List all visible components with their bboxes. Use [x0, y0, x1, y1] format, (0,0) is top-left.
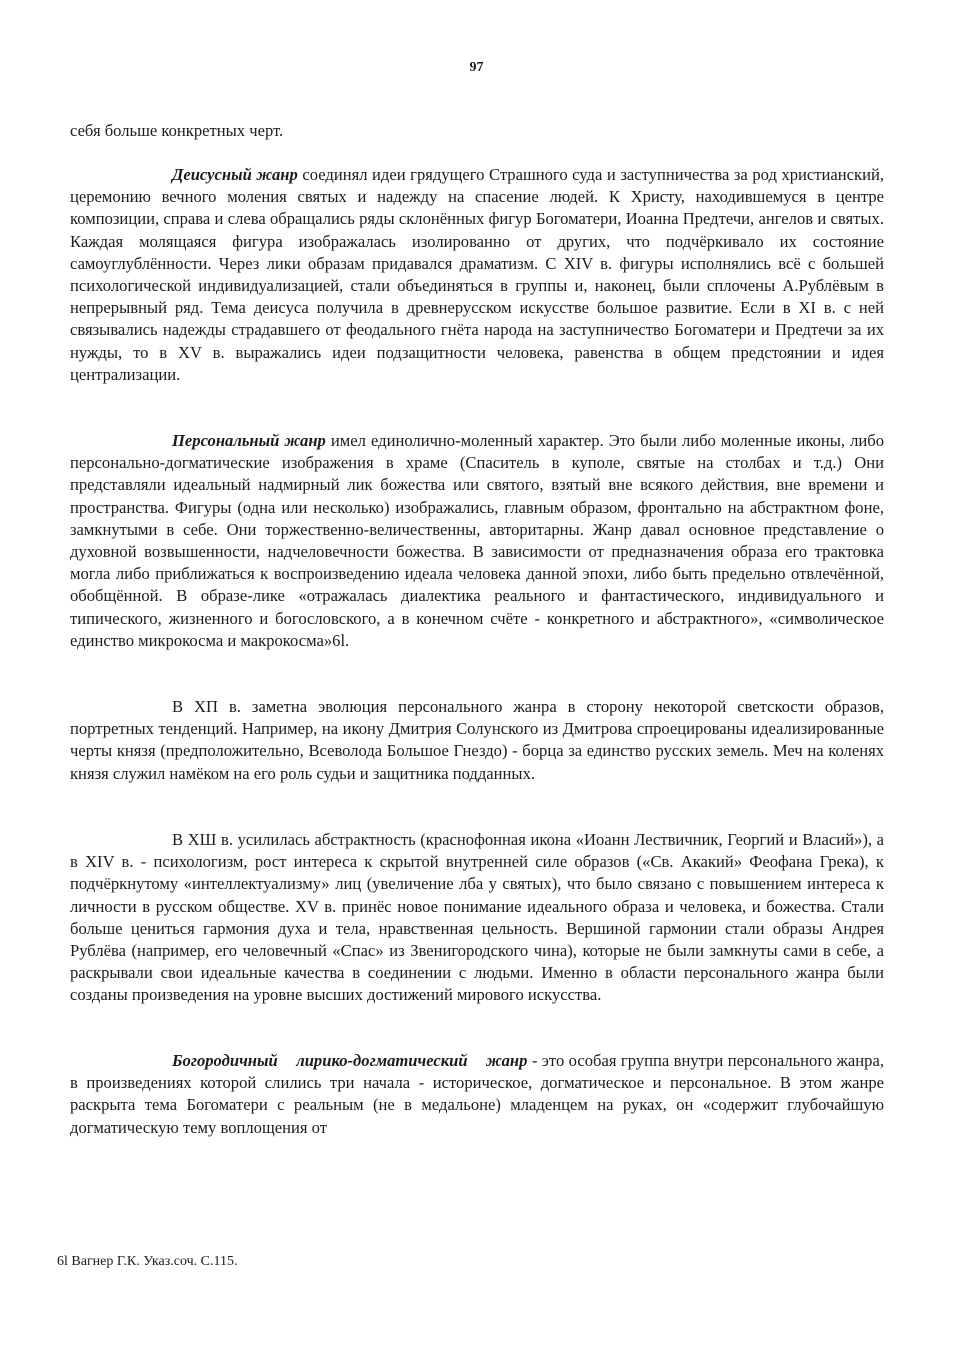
paragraph-text: соединял идеи грядущего Страшного суда и заступничества за род христианский, церемонию вечного моления святых и надежду на спасение людей. К Христу, находившемуся в центре композиции, справа и слева обращались ряды склонённых фигур Богоматери, Иоанна Предтечи, ангелов и святых. Каждая молящаяся фигура изображалась изолированно от других, что подчёркивало их состояние самоуглублённости. Через лики образам придавался драматизм. С XIV в. фигуры исполнялись всё с большей психологической индивидуализацией, стали объединяться в группы и, наконец, были сплочены А.Рублёвым в непрерывный ряд. Тема деисуса получила в древнерусском искусстве большое развитие. Если в XI в. с ней связывались надежды страдавшего от феодального гнёта народа на заступничество Богоматери и Предтечи за их нужды, то в XV в. выражались идеи подзащитности человека, равенства в общем предстоянии и идея централизации. [70, 165, 884, 384]
page-number: 97 [469, 60, 484, 75]
paragraph-text: В ХП в. заметна эволюция персонального жанра в сторону некоторой светскости образов, портретных тенденций. Например, на икону Дмитрия Солунского из Дмитрова спроецированы идеализированные черты князя (предположительно, Всеволода Большое Гнездо) - борца за единство русских земель. Меч на коленях князя служил намёком на его роль судьи и защитника подданных. [70, 697, 884, 783]
paragraph-deisis-genre [70, 164, 884, 386]
genre-term: Деисусный жанр [172, 165, 298, 184]
paragraph-mother-of-god-genre [70, 1050, 884, 1139]
paragraph-personal-genre [70, 430, 884, 652]
paragraph-13th-century [70, 829, 884, 1007]
paragraph-continuation [70, 120, 884, 142]
genre-term: Персональный жанр [172, 431, 326, 450]
footnote: 6l Вагнер Г.К. Указ.соч. С.115. [57, 1254, 238, 1269]
paragraph-text: В ХШ в. усилилась абстрактность (краснофонная икона «Иоанн Лествичник, Георгий и Власий»), а в XIV в. - психологизм, рост интереса к скрытой внутренней силе образов («Св. Акакий» Феофана Грека), к подчёркнутому «интеллектуализму» лиц (увеличение лба у святых), что было связано с повышением интереса к личности в русском обществе. XV в. принёс новое понимание идеального образа и человека, и божества. Стали больше цениться гармония духа и тела, нравственная цельность. Вершиной гармонии стали образы Андрея Рублёва (например, его человечный «Спас» из Звенигородского чина), которые не были замкнуты сами в себе, а раскрывали свои идеальные качества в соединении с людьми. Именно в области персонального жанра были созданы произведения на уровне высших достижений мирового искусства. [70, 830, 884, 1005]
paragraph-text: имел единолично-моленный характер. Это были либо моленные иконы, либо персонально-догматические изображения в храме (Спаситель в куполе, святые на столбах и т.д.) Они представляли идеальный надмирный лик божества или святого, взятый вне всякого действия, вне времени и пространства. Фигуры (одна или несколько) изображались, главным образом, фронтально на абстрактном фоне, замкнутыми в себе. Они торжественно-величественны, авторитарны. Жанр давал основное представление о духовной возвышенности, надчеловечности божества. В зависимости от предназначения образа его трактовка могла либо приближаться к воспроизведению идеала человека данной эпохи, либо быть предельно отвлечённой, обобщённой. В образе-лике «отражалась диалектика реального и фантастического, индивидуального и типического, жизненного и богословского, а в конечном счёте - конкретного и абстрактного», «символическое единство микрокосма и макрокосма»6l. [70, 431, 885, 650]
paragraph-text: себя больше конкретных черт. [70, 121, 284, 140]
paragraph-12th-century [70, 696, 884, 785]
paragraph-text: - это особая группа внутри персонального жанра, в произведениях которой слились три начала - историческое, догматическое и персональное. В этом жанре раскрыта тема Богоматери с реальным (не в медальоне) младенцем на руках, он «содержит глубочайшую догматическую тему воплощения от [70, 1051, 884, 1137]
genre-term: Богородичный лирико-догматический жанр [172, 1051, 528, 1070]
